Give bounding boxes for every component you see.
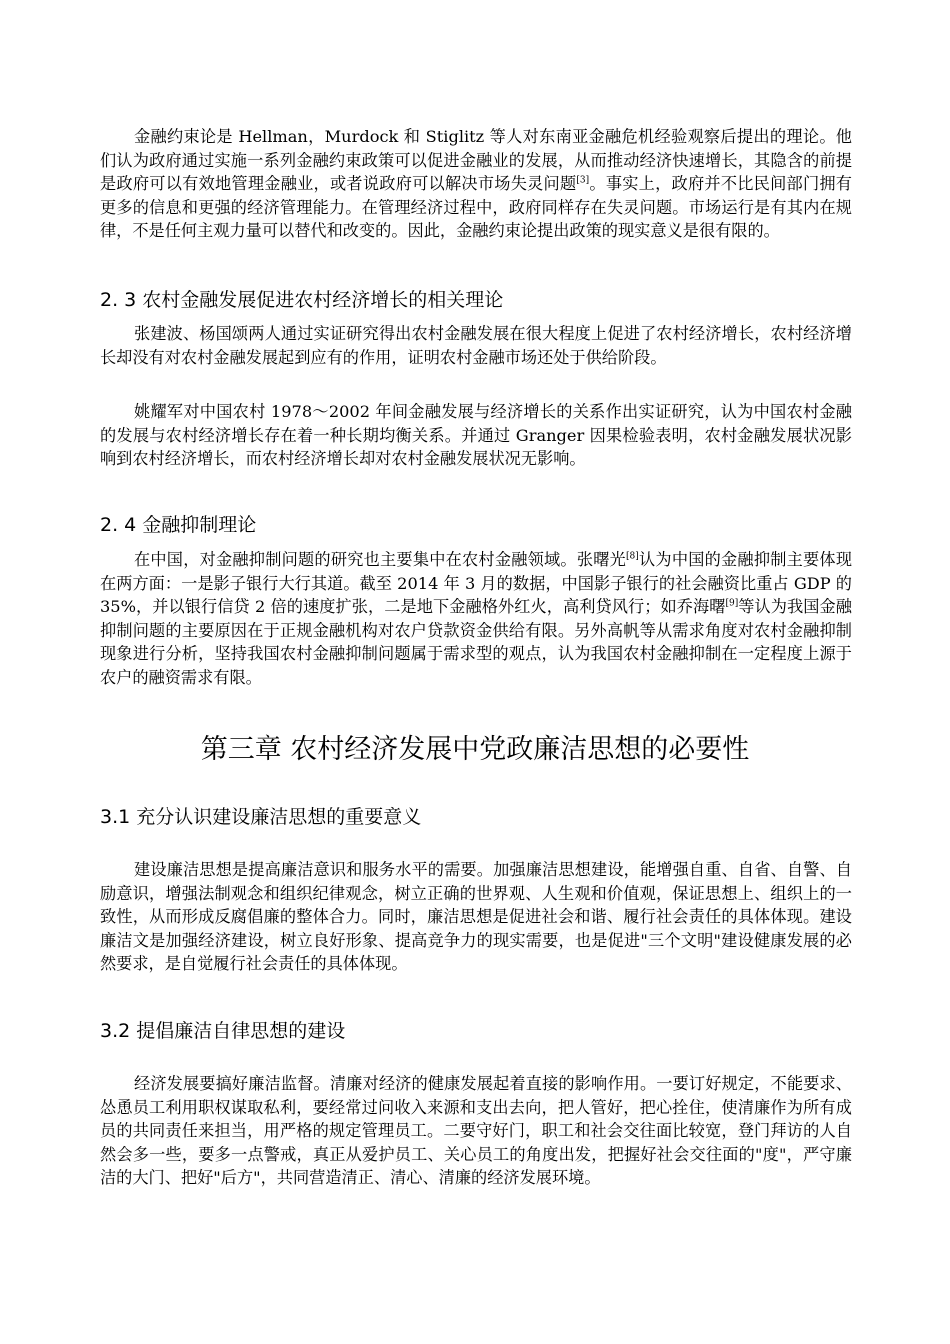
chapter-3-title: 第三章 农村经济发展中党政廉洁思想的必要性: [200, 734, 750, 765]
paragraph-financial-restraint: [100, 125, 852, 243]
section-heading-3-1: 3.1 充分认识建设廉洁思想的重要意义: [100, 806, 422, 828]
citation: [9]: [725, 598, 739, 609]
citation: [8]: [626, 551, 639, 562]
text: 等认为我国金融抑制问题的主要原因在于正规金融机构对农户贷款资金供给有限。另外高帆等从需求角度对农村金融抑制现象进行分析，坚持我国农村金融抑制问题属于需求型的观点，认为我国农村金融抑制在一定程度上源于农户的融资需求有限。: [100, 597, 852, 687]
text: 在中国，对金融抑制问题的研究也主要集中在农村金融领域。张曙光: [134, 550, 627, 569]
citation: [3]: [576, 175, 590, 186]
section-heading-2-3: 2. 3 农村金融发展促进农村经济增长的相关理论: [100, 289, 504, 311]
text: 认为中国的金融抑制主要体现在两方面：一是影子银行大行其道。截至 2014 年 3 月的数据，中国影子银行的社会融资比重占 GDP 的 35%，并以银行信贷 2 倍的速度扩张，二是地下金融格外红火，高利贷风行；如乔海曙: [100, 550, 853, 616]
paragraph-yao-yaojun: 姚耀军对中国农村 1978～2002 年间金融发展与经济增长的关系作出实证研究，认为中国农村金融的发展与农村经济增长存在着一种长期均衡关系。并通过 Granger 因果检验表明，农村金融发展状况影响到农村经济增长，而农村经济增长却对农村金融发展状况无影响。: [100, 402, 852, 468]
section-heading-3-2: 3.2 提倡廉洁自律思想的建设: [100, 1020, 346, 1042]
section-heading-2-4: 2. 4 金融抑制理论: [100, 514, 257, 536]
text: 金融约束论是 Hellman，Murdock 和 Stiglitz 等人对东南亚金融危机经验观察后提出的理论。他们认为政府通过实施一系列金融约束政策可以促进金融业的发展，从而推动经济快速增长，其隐含的前提是政府可以有效地管理金融业，或者说政府可以解决市场失灵问题: [100, 127, 852, 193]
paragraph-integrity-importance: 建设廉洁思想是提高廉洁意识和服务水平的需要。加强廉洁思想建设，能增强自重、自省、自警、自励意识，增强法制观念和组织纪律观念，树立正确的世界观、人生观和价值观，保证思想上、组织上的一致性，从而形成反腐倡廉的整体合力。同时，廉洁思想是促进社会和谐、履行社会责任的具体体现。建设廉洁文是加强经济建设，树立良好形象、提高竞争力的现实需要，也是促进"三个文明"建设健康发展的必然要求，是自觉履行社会责任的具体体现。: [100, 860, 852, 973]
text: 。事实上，政府并不比民间部门拥有更多的信息和更强的经济管理能力。在管理经济过程中，政府同样存在失灵问题。市场运行是有其内在规律，不是任何主观力量可以替代和改变的。因此，金融约束论提出政策的现实意义是很有限的。: [100, 174, 852, 240]
paragraph-integrity-self-discipline: 经济发展要搞好廉洁监督。清廉对经济的健康发展起着直接的影响作用。一要订好规定，不能要求、怂恿员工利用职权谋取私利，要经常过问收入来源和支出去向，把人管好，把心拴住，使清廉作为所有成员的共同责任来担当，用严格的规定管理员工。二要守好门，职工和社会交往面比较宽，登门拜访的人自然会多一些，要多一点警戒，真正从爱护员工、关心员工的角度出发，把握好社会交往面的"度"，严守廉洁的大门、把好"后方"，共同营造清正、清心、清廉的经济发展环境。: [100, 1074, 852, 1187]
paragraph-financial-repression: [100, 548, 852, 689]
paragraph-zhang-yang: 张建波、杨国颂两人通过实证研究得出农村金融发展在很大程度上促进了农村经济增长，农村经济增长却没有对农村金融发展起到应有的作用，证明农村金融市场还处于供给阶段。: [100, 324, 852, 367]
